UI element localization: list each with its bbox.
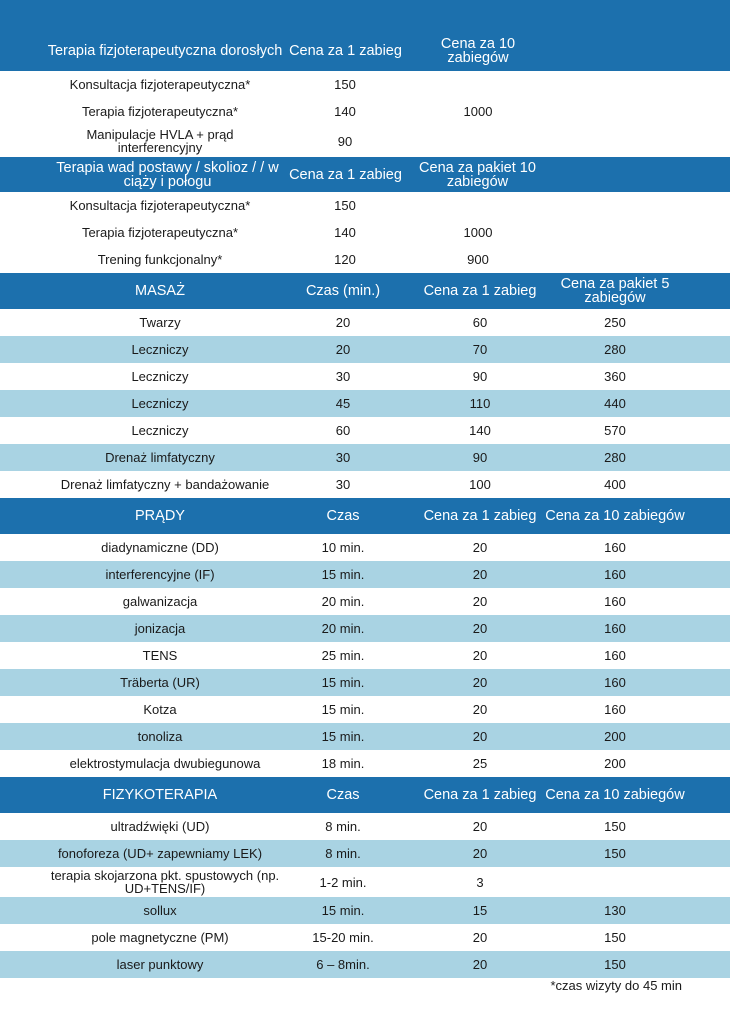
section-currents [0,498,730,777]
table-row [0,336,730,363]
table-row [0,750,730,777]
header-price-package: Cena za 10 zabiegów [440,36,516,66]
row-price: 20 [472,729,488,744]
row-package: 280 [604,342,626,357]
row-package: 150 [604,819,626,834]
row-package: 160 [604,567,626,582]
table-row [0,534,730,561]
table-row [0,98,730,125]
row-package: 400 [604,477,626,492]
row-package: 160 [604,675,626,690]
table-row [0,723,730,750]
table-row [0,125,730,157]
row-package: 440 [604,396,626,411]
row-service: Manipulacje HVLA + prąd interferencyjny [86,127,234,155]
row-time: 30 [335,477,351,492]
table-row [0,561,730,588]
header-price-package: Cena za pakiet 10 zabiegów [419,159,536,190]
header-time: Czas [326,508,360,524]
row-time: 15 min. [321,567,365,582]
row-package: 130 [604,903,626,918]
row-service: Konsultacja fizjoterapeutyczna* [69,198,251,213]
row-service: Trening funkcjonalny* [97,252,223,267]
row-price: 60 [472,315,488,330]
header-price-single: Cena za 1 zabieg [423,787,537,803]
section-physiotherapy [0,777,730,978]
table-row [0,951,730,978]
header-price-single: Cena za 1 zabieg [289,43,402,59]
row-service: jonizacja [134,621,186,636]
row-price: 20 [472,648,488,663]
row-package: 160 [604,540,626,555]
top-band [0,0,730,31]
row-service: tonoliza [137,729,183,744]
row-time: 20 min. [321,621,365,636]
header-service: FIZYKOTERAPIA [102,787,218,803]
row-service: ultradźwięki (UD) [110,819,210,834]
table-row [0,897,730,924]
row-package: 570 [604,423,626,438]
row-time: 18 min. [321,756,365,771]
row-package [540,867,690,897]
header-time: Czas [326,787,360,803]
row-time: 20 min. [321,594,365,609]
header-service: Terapia fizjoterapeutyczna dorosłych [47,43,283,59]
row-package [418,125,538,157]
section-header [0,31,730,71]
table-row [0,390,730,417]
table-row [0,669,730,696]
row-price: 120 [334,252,356,267]
row-price: 150 [334,198,356,213]
row-time: 15-20 min. [312,930,374,945]
table-row [0,246,730,273]
row-package: 900 [467,252,489,267]
section-header [0,777,730,813]
row-time: 30 [335,369,351,384]
row-package [418,71,538,98]
row-service: pole magnetyczne (PM) [91,930,229,945]
row-service: Drenaż limfatyczny + bandażowanie [60,477,270,492]
header-price-single: Cena za 1 zabieg [423,283,537,299]
row-time: 8 min. [325,819,361,834]
section-massage [0,273,730,498]
row-package: 200 [604,756,626,771]
row-time: 25 min. [321,648,365,663]
row-service: Leczniczy [131,396,189,411]
row-service: laser punktowy [116,957,204,972]
row-package: 160 [604,594,626,609]
table-row [0,219,730,246]
header-price-single: Cena za 1 zabieg [423,508,537,524]
row-package [418,192,538,219]
row-time: 1-2 min. [319,874,367,890]
row-price: 20 [472,819,488,834]
row-service: Leczniczy [131,342,189,357]
row-price: 20 [472,702,488,717]
footnote: *czas wizyty do 45 min [550,978,682,993]
row-time: 6 – 8min. [316,957,370,972]
row-service: interferencyjne (IF) [105,567,215,582]
row-time: 30 [335,450,351,465]
row-time: 20 [335,342,351,357]
row-time: 15 min. [321,675,365,690]
row-service: Terapia fizjoterapeutyczna* [81,104,239,119]
row-price: 140 [334,104,356,119]
row-package: 160 [604,702,626,717]
row-price: 20 [472,594,488,609]
row-price: 90 [472,369,488,384]
row-price: 90 [472,450,488,465]
table-row [0,71,730,98]
table-row [0,642,730,669]
table-row [0,840,730,867]
table-row [0,417,730,444]
table-row [0,867,730,897]
row-price: 20 [472,846,488,861]
table-row [0,363,730,390]
row-service: diadynamiczne (DD) [101,540,219,555]
header-time: Czas (min.) [305,283,381,299]
header-service: Terapia wad postawy / skolioz / / w ciąży i połogu [56,159,279,190]
row-service: TENS [142,648,178,663]
row-package: 150 [604,930,626,945]
row-price: 20 [472,957,488,972]
row-service: Träberta (UR) [120,675,200,690]
table-row [0,588,730,615]
section-header [0,273,730,309]
row-package: 150 [604,957,626,972]
header-price-single: Cena za 1 zabieg [289,166,402,183]
table-row [0,444,730,471]
row-service: Terapia fizjoterapeutyczna* [81,225,239,240]
row-package: 150 [604,846,626,861]
row-service: fonoforeza (UD+ zapewniamy LEK) [57,846,263,861]
header-service: MASAŻ [135,283,185,299]
row-price: 70 [472,342,488,357]
row-package: 160 [604,621,626,636]
row-package: 280 [604,450,626,465]
row-service: sollux [143,903,177,918]
row-time: 20 [335,315,351,330]
row-service: elektrostymulacja dwubiegunowa [69,756,261,771]
row-price: 3 [476,874,484,890]
row-package: 1000 [463,225,493,240]
row-price: 20 [472,930,488,945]
row-time: 45 [335,396,351,411]
table-row [0,696,730,723]
row-service: Drenaż limfatyczny [105,450,215,465]
table-row [0,471,730,498]
row-service: Twarzy [139,315,181,330]
row-time: 10 min. [321,540,365,555]
header-price-package: Cena za 10 zabiegów [545,787,685,803]
row-time: 15 min. [321,729,365,744]
row-time: 60 [335,423,351,438]
row-service: Kotza [143,702,177,717]
row-price: 20 [472,567,488,582]
section-header [0,157,730,192]
row-price: 20 [472,540,488,555]
row-time: 15 min. [321,702,365,717]
header-price-package: Cena za pakiet 5 zabiegów [560,276,670,306]
row-price: 20 [472,675,488,690]
row-service: Leczniczy [131,369,189,384]
row-package: 160 [604,648,626,663]
row-price: 140 [334,225,356,240]
row-price: 110 [469,396,491,411]
row-package: 360 [604,369,626,384]
row-price: 25 [472,756,488,771]
header-price-package: Cena za 10 zabiegów [545,508,685,524]
table-row [0,192,730,219]
section-posture [0,157,730,273]
row-package: 1000 [463,104,493,119]
table-row [0,309,730,336]
row-price: 90 [337,133,353,149]
table-row [0,813,730,840]
row-service: Leczniczy [131,423,189,438]
table-row [0,924,730,951]
row-price: 20 [472,621,488,636]
row-price: 140 [469,423,491,438]
section-header [0,498,730,534]
row-service: galwanizacja [122,594,198,609]
row-time: 8 min. [325,846,361,861]
section-fizjo-adults [0,31,730,157]
row-price: 100 [469,477,491,492]
row-price: 15 [472,903,488,918]
row-package: 250 [604,315,626,330]
row-service: terapia skojarzona pkt. spustowych (np. UD+TENS/IF) [50,868,280,896]
row-package: 200 [604,729,626,744]
row-time: 15 min. [321,903,365,918]
table-row [0,615,730,642]
row-price: 150 [334,77,356,92]
row-service: Konsultacja fizjoterapeutyczna* [69,77,251,92]
header-service: PRĄDY [135,508,185,524]
